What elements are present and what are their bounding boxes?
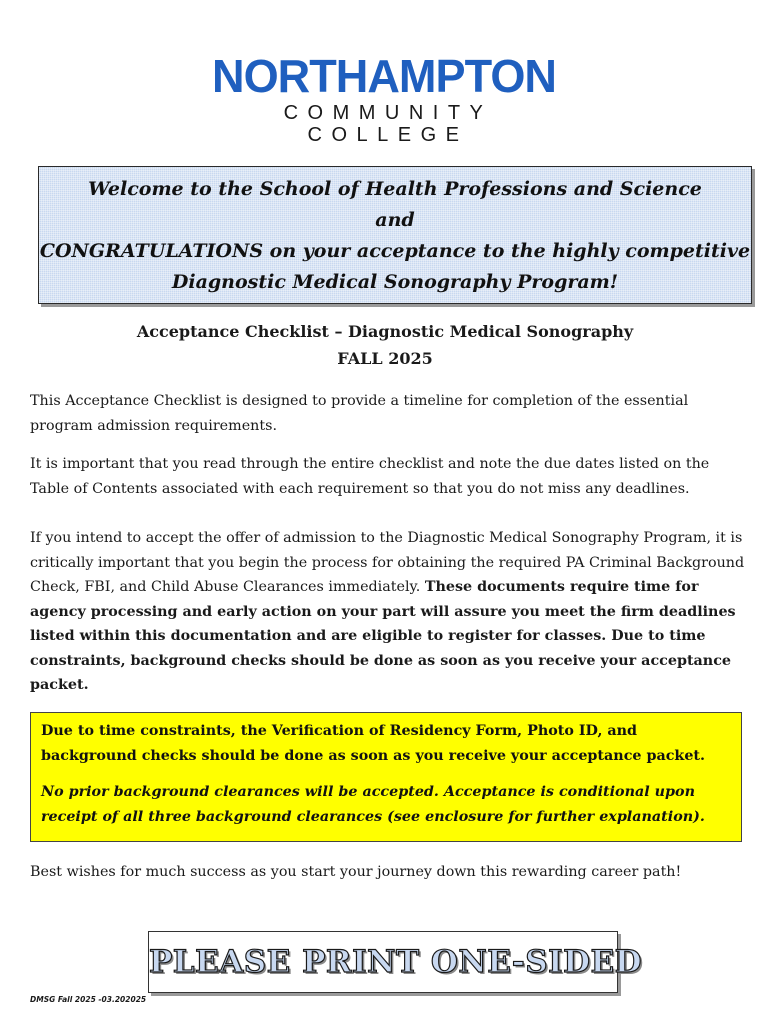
notice-bold-text: Due to time constraints, the Verification of Residency Form, Photo ID, and background checks should be done as soon as you receive your acceptance packet. (41, 723, 706, 764)
welcome-line-1: Welcome to the School of Health Professions and Science (88, 178, 702, 200)
important-notice-box (30, 712, 742, 842)
welcome-line-4: Diagnostic Medical Sonography Program! (171, 271, 619, 293)
print-notice-box (148, 931, 643, 993)
welcome-line-3: CONGRATULATIONS on your acceptance to the highly competitive (39, 240, 751, 262)
deadline-paragraph: It is important that you read through the entire checklist and note the due dates listed on the Table of Contents associated with each requirement so that you do not miss any deadlines. (30, 456, 710, 497)
welcome-banner (38, 166, 752, 304)
logo-subtitle: COMMUNITY COLLEGE (283, 102, 493, 146)
notice-italic-text: No prior background clearances will be accepted. Acceptance is conditional upon receipt of all three background clearances (see enclosure for further explanation). (41, 784, 705, 825)
checklist-term: FALL 2025 (337, 349, 433, 368)
clearance-text: If you intend to accept the offer of admission to the Diagnostic Medical Sonography Program, it is critically important that you begin the process for obtaining the required PA Criminal Background Check, FBI, and Child Abuse Clearances immediately. (30, 530, 745, 595)
print-notice-text: PLEASE PRINT ONE-SIDED (149, 944, 643, 980)
closing-paragraph: Best wishes for much success as you start your journey down this rewarding career path! (30, 864, 682, 880)
document-code: DMSG Fall 2025 -03.202025 (30, 995, 147, 1004)
welcome-line-2: and (375, 209, 415, 231)
college-logo (194, 52, 574, 146)
clearance-emphasis: These documents require time for agency processing and early action on your part will assure you meet the firm deadlines listed within this documentation and are eligible to register for classes. Due to time constraints, background checks should be done as soon as you receive your acceptance packet. (30, 579, 736, 693)
logo-wordmark: NORTHAMPTON (211, 50, 557, 102)
clearance-paragraph (30, 526, 750, 698)
intro-paragraph: This Acceptance Checklist is designed to provide a timeline for completion of the essential program admission requirements. (30, 393, 689, 434)
checklist-title: Acceptance Checklist – Diagnostic Medical Sonography (136, 322, 634, 341)
